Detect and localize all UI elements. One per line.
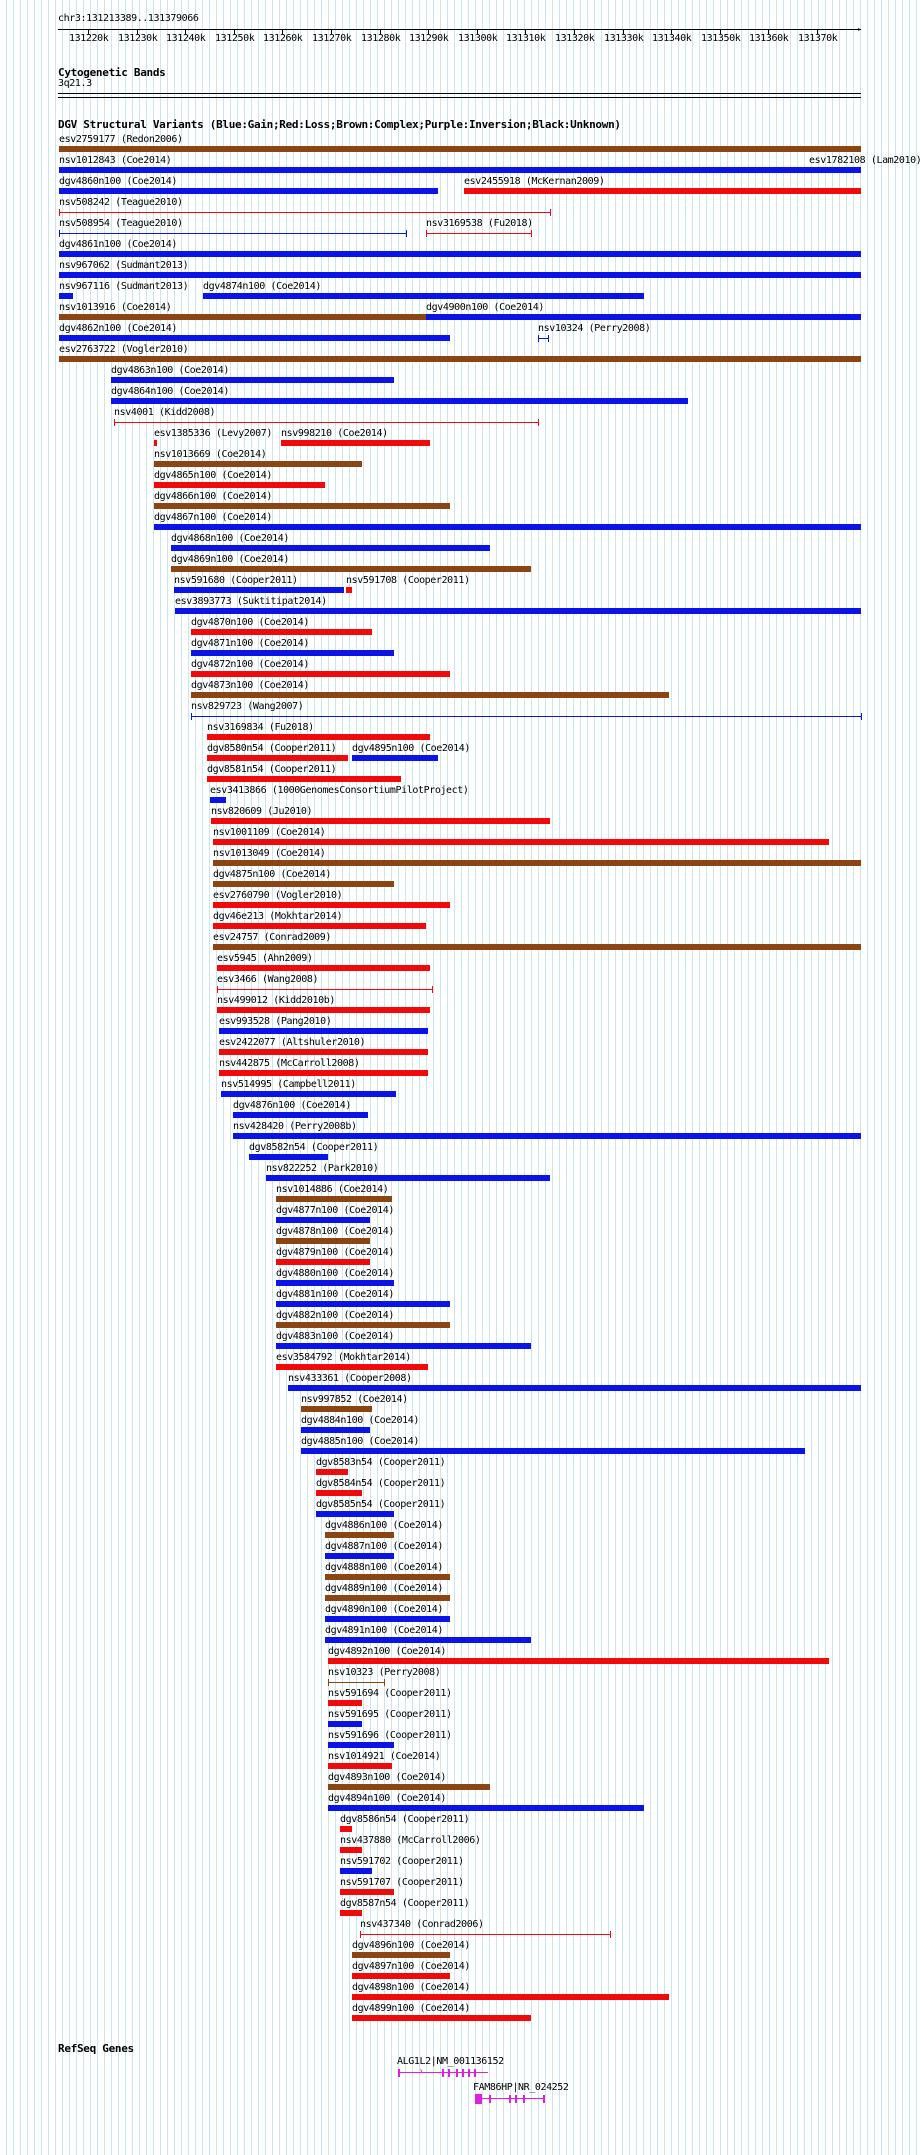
dgv-variant-bar[interactable]: [154, 503, 450, 509]
dgv-variant-bar[interactable]: [328, 1742, 394, 1748]
dgv-variant-label[interactable]: nsv997852 (Coe2014): [301, 1394, 408, 1405]
dgv-variant-bar[interactable]: [276, 1364, 428, 1370]
dgv-variant-label[interactable]: dgv4884n100 (Coe2014): [301, 1415, 420, 1426]
ruler-tick-label: 131340k: [652, 33, 692, 44]
dgv-variant-label[interactable]: dgv4886n100 (Coe2014): [325, 1520, 444, 1531]
gene-exon: [398, 2069, 400, 2077]
ruler-tick-label: 131370k: [798, 33, 838, 44]
dgv-variant-label[interactable]: nsv591694 (Cooper2011): [328, 1688, 452, 1699]
dgv-variant-bar[interactable]: [191, 671, 450, 677]
dgv-variant-bar[interactable]: [59, 293, 73, 299]
dgv-variant-label[interactable]: esv1385336 (Levy2007): [154, 428, 273, 439]
ruler-tick-label: 131290k: [409, 33, 449, 44]
dgv-variant-bar[interactable]: [301, 1427, 370, 1433]
dgv-variant-bar[interactable]: [191, 650, 394, 656]
dgv-variant-bar[interactable]: [340, 1847, 362, 1853]
dgv-variant-label[interactable]: dgv8580n54 (Cooper2011): [207, 743, 337, 754]
dgv-variant-label[interactable]: dgv4869n100 (Coe2014): [171, 554, 290, 565]
dgv-variant-bar[interactable]: [281, 440, 430, 446]
ruler-tick-label: 131280k: [361, 33, 401, 44]
ruler-axis: [58, 29, 861, 30]
gene-exon: [474, 2069, 476, 2077]
dgv-variant-label[interactable]: dgv4882n100 (Coe2014): [276, 1310, 395, 1321]
gene-exon: [448, 2069, 450, 2077]
gene-exon: [489, 2095, 491, 2103]
dgv-variant-bar-cap: [406, 230, 407, 237]
dgv-variant-bar[interactable]: [203, 293, 644, 299]
dgv-variant-label[interactable]: esv3413866 (1000GenomesConsortiumPilotProject): [210, 785, 469, 796]
dgv-variant-bar[interactable]: [328, 1658, 829, 1664]
dgv-variant-bar[interactable]: [340, 1910, 362, 1916]
dgv-variant-bar-cap: [384, 1679, 385, 1686]
dgv-variant-label[interactable]: nsv591696 (Cooper2011): [328, 1730, 452, 1741]
dgv-variant-label[interactable]: dgv4897n100 (Coe2014): [352, 1961, 471, 1972]
dgv-variant-bar[interactable]: [191, 692, 669, 698]
dgv-variant-label[interactable]: dgv46e213 (Mokhtar2014): [213, 911, 343, 922]
dgv-variant-bar-cap: [861, 713, 862, 720]
dgv-variant-label[interactable]: dgv4893n100 (Coe2014): [328, 1772, 447, 1783]
dgv-variant-label[interactable]: nsv1014886 (Coe2014): [276, 1184, 389, 1195]
dgv-variant-bar-cap: [114, 419, 115, 426]
dgv-variant-label[interactable]: nsv829723 (Wang2007): [191, 701, 304, 712]
dgv-variant-bar[interactable]: [276, 1238, 370, 1244]
dgv-variant-bar[interactable]: [325, 1532, 394, 1538]
dgv-variant-bar[interactable]: [360, 1934, 610, 1935]
dgv-variant-label[interactable]: nsv4001 (Kidd2008): [114, 407, 216, 418]
dgv-variant-label[interactable]: nsv591695 (Cooper2011): [328, 1709, 452, 1720]
dgv-variant-label[interactable]: dgv4874n100 (Coe2014): [203, 281, 322, 292]
gene-label[interactable]: FAM86HP|NR_024252: [473, 2082, 569, 2093]
dgv-variant-bar-cap: [360, 1931, 361, 1938]
dgv-variant-bar[interactable]: [217, 989, 432, 990]
dgv-variant-bar-cap: [426, 230, 427, 237]
dgv-variant-label[interactable]: dgv8581n54 (Cooper2011): [207, 764, 337, 775]
dgv-variant-label[interactable]: nsv508242 (Teague2010): [59, 197, 183, 208]
dgv-variant-bar[interactable]: [249, 1154, 328, 1160]
dgv-variant-bar[interactable]: [213, 923, 426, 929]
dgv-variant-bar-cap: [432, 986, 433, 993]
dgv-variant-label[interactable]: esv3584792 (Mokhtar2014): [276, 1352, 411, 1363]
gene-label[interactable]: ALG1L2|NM_001136152: [397, 2056, 504, 2067]
dgv-variant-bar[interactable]: [154, 461, 362, 467]
dgv-variant-label[interactable]: dgv4896n100 (Coe2014): [352, 1940, 471, 1951]
dgv-variant-bar-cap: [191, 713, 192, 720]
dgv-variant-label[interactable]: nsv967062 (Sudmant2013): [59, 260, 189, 271]
dgv-variant-label[interactable]: dgv4871n100 (Coe2014): [191, 638, 310, 649]
dgv-variant-bar[interactable]: [352, 1973, 450, 1979]
dgv-variant-bar[interactable]: [217, 1007, 430, 1013]
dgv-variant-bar[interactable]: [316, 1469, 348, 1475]
dgv-variant-label[interactable]: dgv4895n100 (Coe2014): [352, 743, 471, 754]
dgv-variant-label[interactable]: esv993528 (Pang2010): [219, 1016, 332, 1027]
dgv-variant-bar[interactable]: [217, 965, 430, 971]
dgv-variant-bar[interactable]: [59, 188, 438, 194]
dgv-variant-label[interactable]: esv2759177 (Redon2006): [59, 134, 183, 145]
dgv-variant-bar[interactable]: [59, 314, 426, 320]
dgv-variant-bar[interactable]: [59, 272, 861, 278]
dgv-variant-label[interactable]: dgv4889n100 (Coe2014): [325, 1583, 444, 1594]
dgv-variant-label[interactable]: dgv4890n100 (Coe2014): [325, 1604, 444, 1615]
dgv-variant-label[interactable]: dgv4876n100 (Coe2014): [233, 1100, 352, 1111]
dgv-variant-label[interactable]: nsv591702 (Cooper2011): [340, 1856, 464, 1867]
dgv-variant-bar[interactable]: [211, 818, 550, 824]
dgv-variant-label[interactable]: dgv4892n100 (Coe2014): [328, 1646, 447, 1657]
dgv-variant-label[interactable]: dgv4885n100 (Coe2014): [301, 1436, 420, 1447]
dgv-variant-label[interactable]: nsv1012843 (Coe2014): [59, 155, 172, 166]
ruler-tick-label: 131250k: [215, 33, 255, 44]
dgv-variant-label[interactable]: dgv4870n100 (Coe2014): [191, 617, 310, 628]
dgv-variant-bar[interactable]: [233, 1133, 861, 1139]
dgv-variant-bar[interactable]: [219, 1070, 428, 1076]
dgv-variant-label[interactable]: dgv4898n100 (Coe2014): [352, 1982, 471, 1993]
cyto-band-track[interactable]: [58, 93, 861, 94]
dgv-variant-bar[interactable]: [276, 1343, 531, 1349]
ruler-tick-label: 131300k: [458, 33, 498, 44]
dgv-variant-label[interactable]: nsv1001109 (Coe2014): [213, 827, 326, 838]
dgv-variant-label[interactable]: esv2763722 (Vogler2010): [59, 344, 189, 355]
ruler-arrow-icon: →: [854, 24, 860, 35]
dgv-variant-label[interactable]: nsv820609 (Ju2010): [211, 806, 313, 817]
dgv-variant-bar[interactable]: [301, 1406, 372, 1412]
dgv-variant-bar[interactable]: [538, 338, 548, 339]
dgv-variant-label[interactable]: nsv591707 (Cooper2011): [340, 1877, 464, 1888]
dgv-variant-bar[interactable]: [207, 755, 348, 761]
dgv-title: DGV Structural Variants (Blue:Gain;Red:Loss;Brown:Complex;Purple:Inversion;Black:Unknown): [58, 118, 621, 131]
dgv-variant-label[interactable]: dgv8585n54 (Cooper2011): [316, 1499, 446, 1510]
dgv-variant-bar[interactable]: [213, 944, 861, 950]
dgv-variant-label[interactable]: dgv4891n100 (Coe2014): [325, 1625, 444, 1636]
gene-exon: [523, 2095, 525, 2103]
dgv-variant-bar[interactable]: [325, 1616, 450, 1622]
dgv-variant-bar[interactable]: [325, 1553, 394, 1559]
dgv-variant-label[interactable]: esv2422077 (Altshuler2010): [219, 1037, 366, 1048]
ruler-tick-label: 131230k: [118, 33, 158, 44]
dgv-variant-label[interactable]: nsv442875 (McCarroll2008): [219, 1058, 360, 1069]
dgv-variant-label[interactable]: dgv4888n100 (Coe2014): [325, 1562, 444, 1573]
dgv-variant-bar[interactable]: [221, 1091, 396, 1097]
dgv-variant-label[interactable]: dgv4868n100 (Coe2014): [171, 533, 290, 544]
dgv-variant-bar[interactable]: [213, 860, 861, 866]
gene-alg1l2[interactable]: [398, 2068, 488, 2078]
dgv-variant-bar[interactable]: [219, 1028, 428, 1034]
dgv-variant-bar[interactable]: [59, 146, 861, 152]
dgv-variant-label[interactable]: nsv508954 (Teague2010): [59, 218, 183, 229]
dgv-variant-bar-cap: [531, 230, 532, 237]
dgv-variant-bar[interactable]: [207, 734, 430, 740]
dgv-variant-bar[interactable]: [111, 377, 394, 383]
dgv-variant-bar[interactable]: [301, 1448, 805, 1454]
dgv-variant-bar-cap: [538, 419, 539, 426]
dgv-variant-bar[interactable]: [325, 1595, 450, 1601]
dgv-variant-bar-cap: [59, 230, 60, 237]
dgv-variant-label[interactable]: nsv591680 (Cooper2011): [174, 575, 298, 586]
dgv-variant-label[interactable]: dgv4887n100 (Coe2014): [325, 1541, 444, 1552]
dgv-variant-bar[interactable]: [111, 398, 688, 404]
dgv-variant-label[interactable]: nsv3169538 (Fu2018): [426, 218, 533, 229]
dgv-variant-label[interactable]: nsv822252 (Park2010): [266, 1163, 379, 1174]
dgv-variant-label[interactable]: nsv967116 (Sudmant2013): [59, 281, 189, 292]
dgv-variant-label[interactable]: dgv8584n54 (Cooper2011): [316, 1478, 446, 1489]
dgv-variant-bar[interactable]: [316, 1490, 362, 1496]
dgv-variant-bar-cap: [59, 209, 60, 216]
dgv-variant-bar[interactable]: [171, 545, 490, 551]
gene-exon: [475, 2094, 482, 2104]
dgv-variant-bar[interactable]: [59, 233, 406, 234]
cyto-band-label[interactable]: 3q21.3: [58, 78, 92, 89]
dgv-variant-bar[interactable]: [59, 167, 809, 173]
dgv-variant-bar[interactable]: [191, 716, 861, 717]
dgv-variant-bar[interactable]: [154, 482, 325, 488]
dgv-variant-label[interactable]: nsv3169834 (Fu2018): [207, 722, 314, 733]
dgv-variant-bar-cap: [548, 335, 549, 342]
dgv-variant-bar[interactable]: [316, 1511, 394, 1517]
dgv-variant-label[interactable]: dgv4864n100 (Coe2014): [111, 386, 230, 397]
dgv-variant-label[interactable]: dgv4872n100 (Coe2014): [191, 659, 310, 670]
dgv-variant-bar[interactable]: [426, 314, 861, 320]
ruler-tick-label: 131220k: [69, 33, 109, 44]
dgv-variant-bar[interactable]: [352, 1952, 450, 1958]
dgv-variant-label[interactable]: nsv1013916 (Coe2014): [59, 302, 172, 313]
dgv-variant-label[interactable]: nsv437340 (Conrad2006): [360, 1919, 484, 1930]
dgv-variant-bar[interactable]: [328, 1763, 392, 1769]
dgv-variant-label[interactable]: dgv4860n100 (Coe2014): [59, 176, 178, 187]
dgv-variant-bar[interactable]: [171, 566, 531, 572]
dgv-variant-bar[interactable]: [426, 233, 531, 234]
dgv-variant-label[interactable]: nsv10323 (Perry2008): [328, 1667, 441, 1678]
dgv-variant-bar[interactable]: [464, 188, 861, 194]
ruler-tick-label: 131350k: [701, 33, 741, 44]
dgv-variant-bar[interactable]: [328, 1805, 644, 1811]
dgv-variant-label[interactable]: esv2760790 (Vogler2010): [213, 890, 343, 901]
dgv-variant-label[interactable]: nsv1013049 (Coe2014): [213, 848, 326, 859]
dgv-variant-bar-cap: [217, 986, 218, 993]
dgv-variant-bar[interactable]: [340, 1826, 352, 1832]
refseq-title: RefSeq Genes: [58, 2042, 134, 2055]
dgv-variant-bar[interactable]: [154, 440, 157, 446]
dgv-variant-label[interactable]: nsv437880 (McCarroll2006): [340, 1835, 481, 1846]
dgv-variant-bar[interactable]: [59, 356, 861, 362]
gene-exon: [515, 2095, 517, 2103]
dgv-variant-bar[interactable]: [174, 587, 344, 593]
ruler-tick-label: 131320k: [555, 33, 595, 44]
dgv-variant-bar[interactable]: [288, 1385, 861, 1391]
dgv-variant-bar[interactable]: [276, 1217, 370, 1223]
dgv-variant-label[interactable]: nsv1014921 (Coe2014): [328, 1751, 441, 1762]
dgv-variant-label[interactable]: dgv8586n54 (Cooper2011): [340, 1814, 470, 1825]
dgv-variant-label[interactable]: nsv433361 (Cooper2008): [288, 1373, 412, 1384]
dgv-variant-label[interactable]: dgv4861n100 (Coe2014): [59, 239, 178, 250]
ruler-tick-label: 131240k: [166, 33, 206, 44]
dgv-variant-bar[interactable]: [328, 1700, 362, 1706]
dgv-variant-label[interactable]: dgv4900n100 (Coe2014): [426, 302, 545, 313]
dgv-variant-bar[interactable]: [213, 839, 829, 845]
dgv-variant-bar[interactable]: [325, 1574, 450, 1580]
dgv-variant-bar[interactable]: [276, 1259, 370, 1265]
dgv-variant-bar[interactable]: [340, 1889, 394, 1895]
dgv-variant-bar[interactable]: [59, 335, 450, 341]
dgv-variant-label[interactable]: dgv4879n100 (Coe2014): [276, 1247, 395, 1258]
dgv-variant-label[interactable]: esv2455918 (McKernan2009): [464, 176, 605, 187]
dgv-variant-bar[interactable]: [328, 1682, 384, 1683]
dgv-variant-label[interactable]: dgv4866n100 (Coe2014): [154, 491, 273, 502]
gene-exon: [442, 2069, 444, 2077]
dgv-variant-bar[interactable]: [210, 797, 226, 803]
dgv-variant-bar[interactable]: [213, 902, 450, 908]
dgv-variant-bar[interactable]: [219, 1049, 428, 1055]
strand-arrow-icon: ›: [418, 2066, 424, 2077]
ruler-tick-label: 131270k: [312, 33, 352, 44]
dgv-variant-label[interactable]: esv3893773 (Suktitipat2014): [175, 596, 327, 607]
dgv-variant-label[interactable]: dgv4894n100 (Coe2014): [328, 1793, 447, 1804]
dgv-variant-bar-cap: [550, 209, 551, 216]
dgv-variant-bar[interactable]: [276, 1196, 392, 1202]
gene-exon: [543, 2095, 545, 2103]
dgv-variant-label[interactable]: esv3466 (Wang2008): [217, 974, 319, 985]
cyto-title: Cytogenetic Bands: [58, 66, 166, 79]
dgv-variant-label[interactable]: dgv4875n100 (Coe2014): [213, 869, 332, 880]
dgv-variant-bar[interactable]: [352, 1994, 669, 2000]
gene-exon: [456, 2069, 458, 2077]
dgv-variant-bar[interactable]: [340, 1868, 372, 1874]
dgv-variant-label[interactable]: dgv4899n100 (Coe2014): [352, 2003, 471, 2014]
gene-exon: [509, 2095, 511, 2103]
dgv-variant-label[interactable]: dgv4881n100 (Coe2014): [276, 1289, 395, 1300]
ruler-tick-label: 131310k: [506, 33, 546, 44]
dgv-variant-label[interactable]: dgv8583n54 (Cooper2011): [316, 1457, 446, 1468]
dgv-variant-bar[interactable]: [213, 881, 394, 887]
dgv-variant-bar[interactable]: [114, 422, 538, 423]
dgv-variant-bar[interactable]: [59, 251, 861, 257]
dgv-variant-bar[interactable]: [233, 1112, 368, 1118]
dgv-variant-bar[interactable]: [191, 629, 372, 635]
dgv-variant-label[interactable]: nsv428420 (Perry2008b): [233, 1121, 357, 1132]
ruler-tick-label: 131360k: [749, 33, 789, 44]
dgv-variant-label[interactable]: dgv4877n100 (Coe2014): [276, 1205, 395, 1216]
dgv-variant-label[interactable]: dgv4867n100 (Coe2014): [154, 512, 273, 523]
dgv-variant-bar[interactable]: [276, 1322, 450, 1328]
dgv-variant-bar[interactable]: [352, 2015, 531, 2021]
dgv-variant-bar[interactable]: [328, 1721, 362, 1727]
cyto-band-track-bottom: [58, 97, 861, 98]
dgv-variant-label[interactable]: dgv4873n100 (Coe2014): [191, 680, 310, 691]
dgv-variant-label[interactable]: dgv8587n54 (Cooper2011): [340, 1898, 470, 1909]
dgv-variant-label[interactable]: dgv4878n100 (Coe2014): [276, 1226, 395, 1237]
dgv-variant-bar-cap: [538, 335, 539, 342]
dgv-variant-label[interactable]: dgv4883n100 (Coe2014): [276, 1331, 395, 1342]
gene-exon: [462, 2069, 464, 2077]
dgv-variant-label[interactable]: esv5945 (Ahn2009): [217, 953, 313, 964]
dgv-variant-label[interactable]: nsv1013669 (Coe2014): [154, 449, 267, 460]
dgv-variant-label[interactable]: esv1782108 (Lam2010): [809, 155, 921, 166]
dgv-variant-bar[interactable]: [154, 524, 861, 530]
dgv-variant-bar[interactable]: [276, 1280, 394, 1286]
dgv-variant-bar[interactable]: [352, 755, 438, 761]
dgv-variant-bar[interactable]: [325, 1637, 531, 1643]
ruler-tick-label: 131260k: [263, 33, 303, 44]
dgv-variant-label[interactable]: dgv4863n100 (Coe2014): [111, 365, 230, 376]
position-label: chr3:131213389..131379066: [58, 13, 199, 24]
dgv-variant-label[interactable]: dgv4880n100 (Coe2014): [276, 1268, 395, 1279]
dgv-variant-bar-cap: [328, 1679, 329, 1686]
dgv-variant-bar-cap: [610, 1931, 611, 1938]
dgv-variant-label[interactable]: nsv591708 (Cooper2011): [346, 575, 470, 586]
dgv-variant-label[interactable]: esv24757 (Conrad2009): [213, 932, 332, 943]
dgv-variant-label[interactable]: nsv998210 (Coe2014): [281, 428, 388, 439]
gene-fam86hp[interactable]: [475, 2094, 545, 2104]
dgv-variant-bar[interactable]: [266, 1175, 550, 1181]
dgv-variant-bar[interactable]: [346, 587, 352, 593]
ruler-tick-label: 131330k: [604, 33, 644, 44]
dgv-variant-label[interactable]: nsv10324 (Perry2008): [538, 323, 651, 334]
dgv-variant-label[interactable]: dgv8582n54 (Cooper2011): [249, 1142, 379, 1153]
dgv-variant-label[interactable]: dgv4865n100 (Coe2014): [154, 470, 273, 481]
dgv-variant-bar[interactable]: [207, 776, 401, 782]
dgv-variant-bar[interactable]: [276, 1301, 450, 1307]
gene-exon: [468, 2069, 470, 2077]
dgv-variant-bar[interactable]: [175, 608, 861, 614]
dgv-variant-label[interactable]: nsv514995 (Campbell2011): [221, 1079, 356, 1090]
dgv-variant-bar[interactable]: [809, 167, 861, 173]
dgv-variant-label[interactable]: dgv4862n100 (Coe2014): [59, 323, 178, 334]
dgv-variant-bar[interactable]: [59, 212, 550, 213]
dgv-variant-bar[interactable]: [328, 1784, 490, 1790]
dgv-variant-label[interactable]: nsv499012 (Kidd2010b): [217, 995, 336, 1006]
